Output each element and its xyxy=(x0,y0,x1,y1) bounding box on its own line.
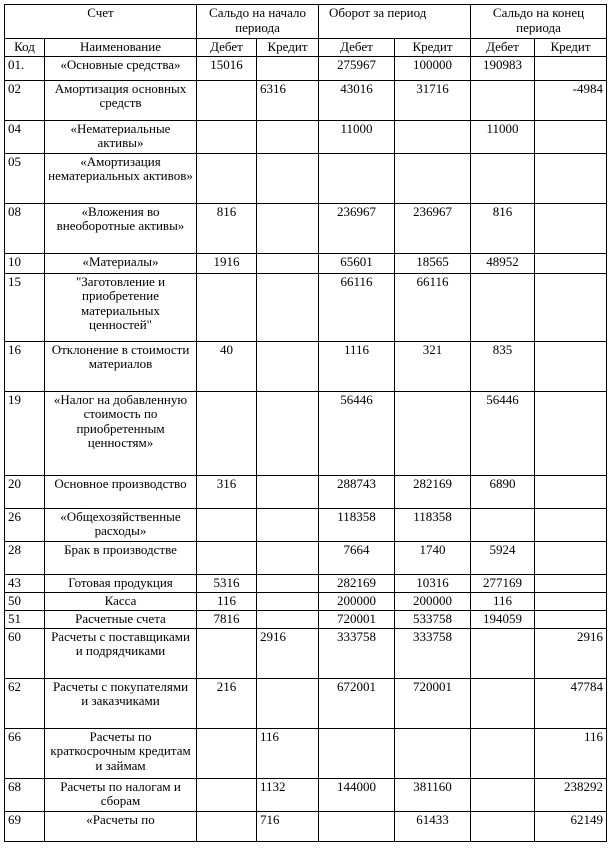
cell-opening-debit xyxy=(197,391,257,475)
cell-name: Расчеты по налогам и сборам xyxy=(45,778,197,811)
cell-opening-credit xyxy=(257,203,319,253)
cell-closing-credit xyxy=(535,508,607,541)
table-row xyxy=(5,120,607,153)
cell-opening-credit xyxy=(257,574,319,592)
table-row xyxy=(5,153,607,203)
cell-turnover-credit: 282169 xyxy=(395,475,471,508)
table-row xyxy=(5,811,607,841)
cell-turnover-credit xyxy=(395,728,471,778)
cell-turnover-credit xyxy=(395,391,471,475)
cell-turnover-debit: 1116 xyxy=(319,341,395,391)
cell-opening-credit xyxy=(257,273,319,341)
cell-code: 08 xyxy=(5,203,45,253)
cell-closing-debit: 277169 xyxy=(471,574,535,592)
table-row xyxy=(5,778,607,811)
table-row xyxy=(5,508,607,541)
cell-closing-credit xyxy=(535,203,607,253)
cell-turnover-debit: 118358 xyxy=(319,508,395,541)
table-body xyxy=(5,56,607,841)
cell-opening-credit xyxy=(257,610,319,628)
cell-closing-debit xyxy=(471,153,535,203)
cell-turnover-credit: 333758 xyxy=(395,628,471,678)
cell-turnover-debit: 275967 xyxy=(319,56,395,80)
cell-code: 04 xyxy=(5,120,45,153)
cell-closing-debit xyxy=(471,508,535,541)
cell-opening-debit xyxy=(197,541,257,574)
cell-closing-credit xyxy=(535,253,607,273)
table-row xyxy=(5,728,607,778)
cell-turnover-debit: 236967 xyxy=(319,203,395,253)
table-row xyxy=(5,80,607,120)
cell-opening-credit: 1132 xyxy=(257,778,319,811)
table-row xyxy=(5,341,607,391)
cell-turnover-credit: 118358 xyxy=(395,508,471,541)
cell-opening-debit: 316 xyxy=(197,475,257,508)
cell-opening-debit xyxy=(197,120,257,153)
cell-opening-debit: 7816 xyxy=(197,610,257,628)
cell-turnover-debit: 66116 xyxy=(319,273,395,341)
cell-name: «Нематериальные активы» xyxy=(45,120,197,153)
cell-turnover-credit: 18565 xyxy=(395,253,471,273)
cell-closing-debit: 116 xyxy=(471,592,535,610)
cell-turnover-debit: 672001 xyxy=(319,678,395,728)
cell-turnover-credit: 1740 xyxy=(395,541,471,574)
cell-opening-credit xyxy=(257,153,319,203)
cell-code: 15 xyxy=(5,273,45,341)
cell-opening-credit xyxy=(257,678,319,728)
cell-code: 20 xyxy=(5,475,45,508)
cell-opening-debit: 816 xyxy=(197,203,257,253)
header-account: Счет xyxy=(5,5,197,39)
table-row xyxy=(5,273,607,341)
cell-opening-credit xyxy=(257,541,319,574)
cell-closing-credit: 238292 xyxy=(535,778,607,811)
header-opening-balance: Сальдо на начало периода xyxy=(197,5,319,39)
cell-turnover-debit: 43016 xyxy=(319,80,395,120)
header-row-columns xyxy=(5,39,607,57)
cell-name: Касса xyxy=(45,592,197,610)
cell-name: Амортизация основных средств xyxy=(45,80,197,120)
cell-closing-credit: 47784 xyxy=(535,678,607,728)
cell-closing-debit xyxy=(471,811,535,841)
cell-turnover-credit: 236967 xyxy=(395,203,471,253)
cell-opening-credit xyxy=(257,341,319,391)
cell-name: Основное производство xyxy=(45,475,197,508)
balance-sheet-table xyxy=(4,4,607,842)
cell-turnover-credit: 321 xyxy=(395,341,471,391)
cell-code: 02 xyxy=(5,80,45,120)
cell-name: Отклонение в стоимости материалов xyxy=(45,341,197,391)
cell-opening-credit: 716 xyxy=(257,811,319,841)
cell-code: 19 xyxy=(5,391,45,475)
cell-name: Расчеты с покупателями и заказчиками xyxy=(45,678,197,728)
cell-opening-credit xyxy=(257,253,319,273)
cell-opening-credit xyxy=(257,120,319,153)
cell-turnover-credit: 66116 xyxy=(395,273,471,341)
cell-opening-debit: 116 xyxy=(197,592,257,610)
cell-name: Расчетные счета xyxy=(45,610,197,628)
cell-turnover-credit: 61433 xyxy=(395,811,471,841)
cell-closing-credit xyxy=(535,153,607,203)
header-turnover-credit: Кредит xyxy=(395,39,471,57)
header-closing-debit: Дебет xyxy=(471,39,535,57)
cell-turnover-debit: 7664 xyxy=(319,541,395,574)
cell-closing-credit xyxy=(535,56,607,80)
cell-turnover-debit xyxy=(319,811,395,841)
cell-code: 43 xyxy=(5,574,45,592)
cell-closing-credit: -4984 xyxy=(535,80,607,120)
cell-closing-debit: 194059 xyxy=(471,610,535,628)
cell-closing-credit xyxy=(535,391,607,475)
cell-closing-credit xyxy=(535,574,607,592)
header-code: Код xyxy=(5,39,45,57)
cell-code: 60 xyxy=(5,628,45,678)
cell-code: 26 xyxy=(5,508,45,541)
cell-name: «Общехозяйственные расходы» xyxy=(45,508,197,541)
cell-opening-debit xyxy=(197,728,257,778)
cell-turnover-credit: 200000 xyxy=(395,592,471,610)
cell-code: 05 xyxy=(5,153,45,203)
cell-closing-credit: 116 xyxy=(535,728,607,778)
cell-opening-debit xyxy=(197,153,257,203)
cell-opening-debit xyxy=(197,80,257,120)
cell-closing-debit xyxy=(471,628,535,678)
table-row xyxy=(5,610,607,628)
table-row xyxy=(5,475,607,508)
cell-name: «Вложения во внеоборотные активы» xyxy=(45,203,197,253)
cell-closing-credit: 2916 xyxy=(535,628,607,678)
cell-turnover-credit: 100000 xyxy=(395,56,471,80)
cell-turnover-credit xyxy=(395,120,471,153)
cell-turnover-debit: 144000 xyxy=(319,778,395,811)
cell-turnover-debit: 288743 xyxy=(319,475,395,508)
cell-code: 28 xyxy=(5,541,45,574)
cell-closing-credit xyxy=(535,475,607,508)
cell-name: «Амортизация нематериальных активов» xyxy=(45,153,197,203)
header-opening-credit: Кредит xyxy=(257,39,319,57)
cell-opening-credit: 2916 xyxy=(257,628,319,678)
cell-opening-debit xyxy=(197,628,257,678)
cell-turnover-debit: 11000 xyxy=(319,120,395,153)
table-row xyxy=(5,628,607,678)
cell-turnover-debit: 200000 xyxy=(319,592,395,610)
header-opening-debit: Дебет xyxy=(197,39,257,57)
cell-turnover-credit: 10316 xyxy=(395,574,471,592)
cell-code: 62 xyxy=(5,678,45,728)
cell-closing-credit xyxy=(535,120,607,153)
cell-name: «Основные средства» xyxy=(45,56,197,80)
cell-name: "Заготовление и приобретение материальных ценностей" xyxy=(45,273,197,341)
cell-turnover-credit: 381160 xyxy=(395,778,471,811)
cell-name: Готовая продукция xyxy=(45,574,197,592)
cell-closing-credit: 62149 xyxy=(535,811,607,841)
cell-turnover-credit: 720001 xyxy=(395,678,471,728)
cell-turnover-debit: 720001 xyxy=(319,610,395,628)
cell-turnover-credit: 533758 xyxy=(395,610,471,628)
cell-closing-debit xyxy=(471,678,535,728)
cell-closing-debit: 48952 xyxy=(471,253,535,273)
cell-closing-credit xyxy=(535,610,607,628)
cell-opening-credit xyxy=(257,56,319,80)
cell-opening-debit: 216 xyxy=(197,678,257,728)
cell-opening-credit: 6316 xyxy=(257,80,319,120)
cell-opening-debit xyxy=(197,273,257,341)
cell-closing-credit xyxy=(535,541,607,574)
cell-closing-debit xyxy=(471,728,535,778)
cell-turnover-credit: 31716 xyxy=(395,80,471,120)
header-closing-balance: Сальдо на конец периода xyxy=(471,5,607,39)
cell-turnover-debit: 282169 xyxy=(319,574,395,592)
header-closing-credit: Кредит xyxy=(535,39,607,57)
table-row xyxy=(5,253,607,273)
cell-turnover-debit: 333758 xyxy=(319,628,395,678)
cell-closing-credit xyxy=(535,273,607,341)
table-row xyxy=(5,203,607,253)
cell-closing-debit: 11000 xyxy=(471,120,535,153)
cell-turnover-credit xyxy=(395,153,471,203)
header-row-groups xyxy=(5,5,607,39)
cell-opening-credit xyxy=(257,475,319,508)
cell-closing-debit xyxy=(471,80,535,120)
cell-code: 51 xyxy=(5,610,45,628)
table-row xyxy=(5,391,607,475)
cell-closing-debit xyxy=(471,273,535,341)
cell-closing-debit: 835 xyxy=(471,341,535,391)
cell-name: «Материалы» xyxy=(45,253,197,273)
cell-opening-debit xyxy=(197,508,257,541)
cell-closing-debit: 6890 xyxy=(471,475,535,508)
cell-name: Расчеты по краткосрочным кредитам и займам xyxy=(45,728,197,778)
cell-closing-debit xyxy=(471,778,535,811)
cell-closing-debit: 190983 xyxy=(471,56,535,80)
cell-name: «Налог на добавленную стоимость по приобретенным ценностям» xyxy=(45,391,197,475)
table-row xyxy=(5,56,607,80)
table-row xyxy=(5,574,607,592)
cell-opening-credit xyxy=(257,508,319,541)
cell-closing-debit: 816 xyxy=(471,203,535,253)
cell-closing-debit: 5924 xyxy=(471,541,535,574)
cell-code: 66 xyxy=(5,728,45,778)
cell-closing-credit xyxy=(535,341,607,391)
cell-code: 69 xyxy=(5,811,45,841)
cell-opening-credit xyxy=(257,391,319,475)
cell-code: 16 xyxy=(5,341,45,391)
cell-turnover-debit: 56446 xyxy=(319,391,395,475)
cell-opening-debit: 15016 xyxy=(197,56,257,80)
cell-opening-debit xyxy=(197,811,257,841)
cell-opening-credit: 116 xyxy=(257,728,319,778)
cell-turnover-debit: 65601 xyxy=(319,253,395,273)
header-turnover: Оборот за период xyxy=(319,5,471,39)
table-row xyxy=(5,592,607,610)
cell-code: 50 xyxy=(5,592,45,610)
cell-code: 68 xyxy=(5,778,45,811)
cell-name: Расчеты с поставщиками и подрядчиками xyxy=(45,628,197,678)
cell-name: Брак в производстве xyxy=(45,541,197,574)
cell-turnover-debit xyxy=(319,153,395,203)
cell-code: 01. xyxy=(5,56,45,80)
cell-closing-debit: 56446 xyxy=(471,391,535,475)
header-name: Наименование xyxy=(45,39,197,57)
cell-opening-debit: 5316 xyxy=(197,574,257,592)
table-row xyxy=(5,678,607,728)
table-row xyxy=(5,541,607,574)
cell-code: 10 xyxy=(5,253,45,273)
cell-opening-debit xyxy=(197,778,257,811)
header-turnover-debit: Дебет xyxy=(319,39,395,57)
cell-closing-credit xyxy=(535,592,607,610)
cell-opening-debit: 40 xyxy=(197,341,257,391)
cell-name: «Расчеты по xyxy=(45,811,197,841)
cell-turnover-debit xyxy=(319,728,395,778)
cell-opening-debit: 1916 xyxy=(197,253,257,273)
cell-opening-credit xyxy=(257,592,319,610)
